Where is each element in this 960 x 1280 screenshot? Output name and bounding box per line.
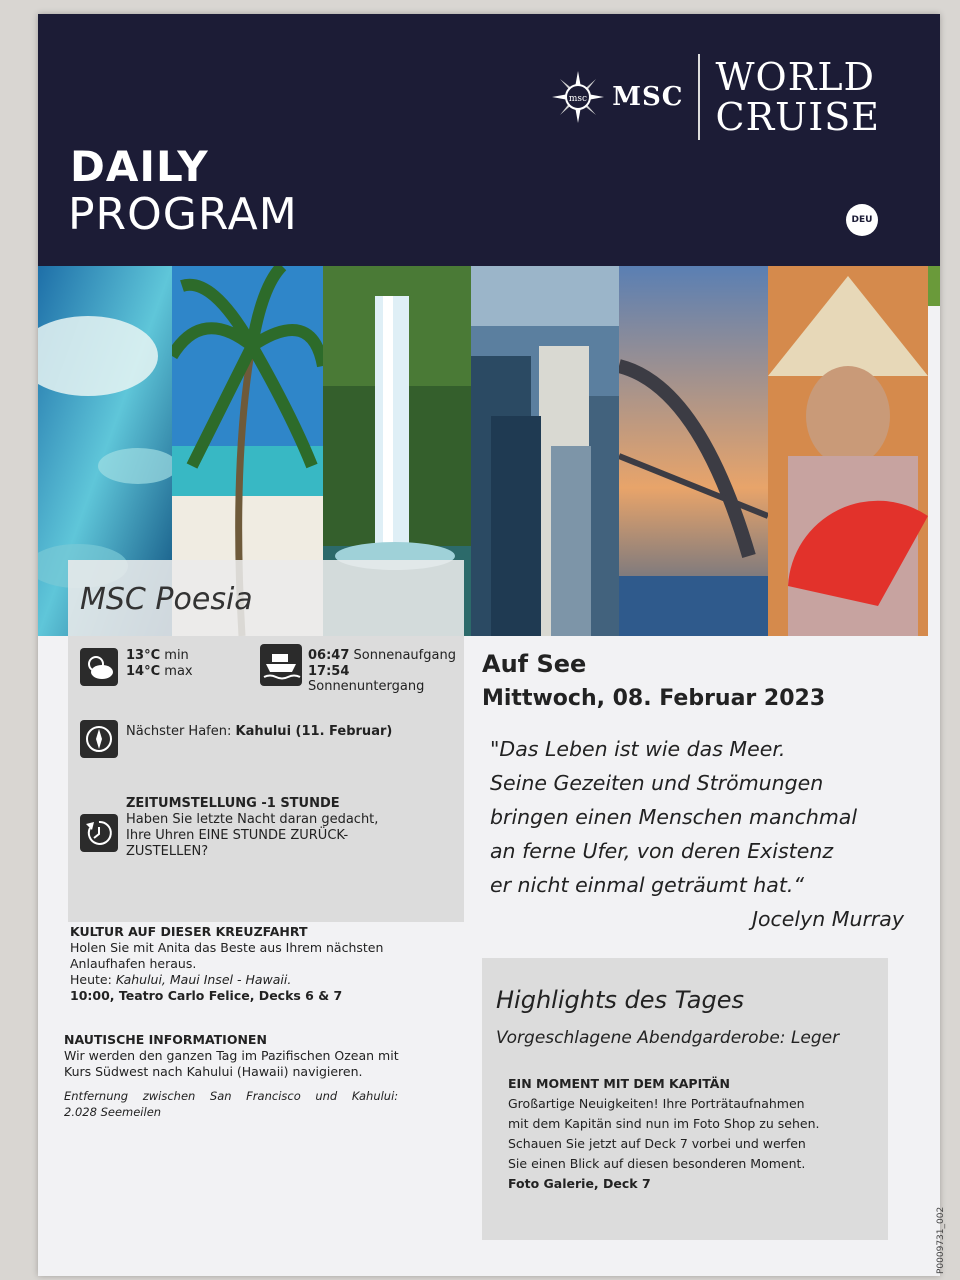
- nautical-title: NAUTISCHE INFORMATIONEN: [64, 1032, 267, 1047]
- clock-back-icon: [80, 814, 118, 852]
- culture-today-value: Kahului, Maui Insel - Hawaii.: [115, 972, 292, 987]
- dress-code: Vorgeschlagene Abendgarderobe: Leger: [496, 1028, 840, 1048]
- quote-line-1: "Das Leben ist wie das Meer.: [490, 737, 786, 761]
- ship-icon: [260, 644, 302, 686]
- temp-max: [126, 664, 193, 679]
- temp-min-value: 13°C: [126, 648, 161, 663]
- time-change-line-3: ZUSTELLEN?: [126, 844, 209, 859]
- document-code: P0009731_002: [936, 1206, 946, 1274]
- culture-title: KULTUR AUF DIESER KREUZFAHRT: [70, 924, 308, 939]
- nautical-line-1: Wir werden den ganzen Tag im Pazifischen Ozean mit: [64, 1048, 399, 1063]
- compass-logo-icon: [552, 71, 604, 123]
- event-line-3: Schauen Sie jetzt auf Deck 7 vorbei und werfen: [508, 1136, 806, 1151]
- event-line-1: Großartige Neuigkeiten! Ihre Porträtaufnahmen: [508, 1096, 805, 1111]
- time-change-text: [126, 812, 378, 860]
- culture-today-label: Heute:: [70, 972, 112, 987]
- nautical-section: [64, 1032, 460, 1120]
- nautical-distance-1: Entfernung zwischen San Francisco und Kahului:: [64, 1089, 399, 1103]
- highlights-title: Highlights des Tages: [496, 986, 744, 1014]
- culture-line-2: Anlaufhafen heraus.: [70, 956, 197, 971]
- quote-line-5: er nicht einmal geträumt hat.“: [490, 873, 805, 897]
- next-port-label: Nächster Hafen:: [126, 724, 232, 739]
- svg-text:msc: msc: [569, 94, 588, 104]
- captain-event: [508, 1074, 878, 1194]
- time-change-title: ZEITUMSTELLUNG -1 STUNDE: [126, 796, 340, 811]
- next-port: [126, 724, 392, 739]
- wordmark-line-1: WORLD: [715, 55, 876, 99]
- time-change-line-1: Haben Sie letzte Nacht daran gedacht,: [126, 812, 379, 827]
- quote-author: Jocelyn Murray: [751, 907, 904, 931]
- event-title: EIN MOMENT MIT DEM KAPITÄN: [508, 1076, 730, 1091]
- culture-line-1: Holen Sie mit Anita das Beste aus Ihrem nächsten: [70, 940, 384, 955]
- nautical-line-2: Kurs Südwest nach Kahului (Hawaii) navigieren.: [64, 1064, 363, 1079]
- world-cruise-wordmark: [716, 57, 881, 137]
- msc-wordmark: MSC: [612, 82, 684, 112]
- language-badge: DEU: [846, 204, 878, 236]
- photo-harbour-bridge: [619, 266, 768, 636]
- day-date: Mittwoch, 08. Februar 2023: [482, 686, 826, 711]
- photo-city-skyline: [471, 266, 619, 636]
- info-panel: [68, 636, 464, 922]
- program-sheet: [38, 14, 946, 1276]
- ship-name: MSC Poesia: [80, 582, 253, 617]
- compass-icon: [80, 720, 118, 758]
- wordmark-line-2: CRUISE: [715, 95, 880, 139]
- title-daily: DAILY: [70, 142, 209, 191]
- sunrise-label: Sonnenaufgang: [353, 648, 456, 663]
- culture-section: [70, 924, 470, 1004]
- daily-quote: [490, 732, 910, 936]
- event-line-4: Sie einen Blick auf diesen besonderen Moment.: [508, 1156, 806, 1171]
- sunset-time: 17:54: [308, 664, 350, 679]
- temp-max-value: 14°C: [126, 664, 161, 679]
- temp-min-label: min: [164, 648, 189, 663]
- quote-line-2: Seine Gezeiten und Strömungen: [490, 771, 824, 795]
- green-accent-strip: [928, 266, 940, 306]
- brand-divider: [698, 54, 700, 140]
- quote-line-4: an ferne Ufer, von deren Existenz: [490, 839, 834, 863]
- sunset: [308, 664, 464, 694]
- culture-when: 10:00, Teatro Carlo Felice, Decks 6 & 7: [70, 988, 343, 1003]
- header-band: [38, 14, 940, 266]
- title-program: PROGRAM: [68, 189, 298, 240]
- quote-line-3: bringen einen Menschen manchmal: [490, 805, 858, 829]
- sunrise: [308, 648, 456, 663]
- event-place: Foto Galerie, Deck 7: [508, 1176, 651, 1191]
- photo-woman-with-fan: [768, 266, 928, 636]
- highlights-panel: [482, 958, 888, 1240]
- brand-logo: [552, 52, 880, 142]
- sunset-label: Sonnenuntergang: [308, 679, 425, 694]
- day-location: Auf See: [482, 650, 587, 678]
- nautical-distance-2: 2.028 Seemeilen: [64, 1105, 162, 1119]
- next-port-value: Kahului (11. Februar): [235, 724, 393, 739]
- event-line-2: mit dem Kapitän sind nun im Foto Shop zu sehen.: [508, 1116, 820, 1131]
- sunrise-time: 06:47: [308, 648, 350, 663]
- temp-max-label: max: [164, 664, 193, 679]
- ship-name-panel: [68, 560, 464, 636]
- time-change-line-2: Ihre Uhren EINE STUNDE ZURÜCK-: [126, 828, 349, 843]
- culture-today: [70, 972, 470, 988]
- temp-min: [126, 648, 189, 663]
- weather-icon: [80, 648, 118, 686]
